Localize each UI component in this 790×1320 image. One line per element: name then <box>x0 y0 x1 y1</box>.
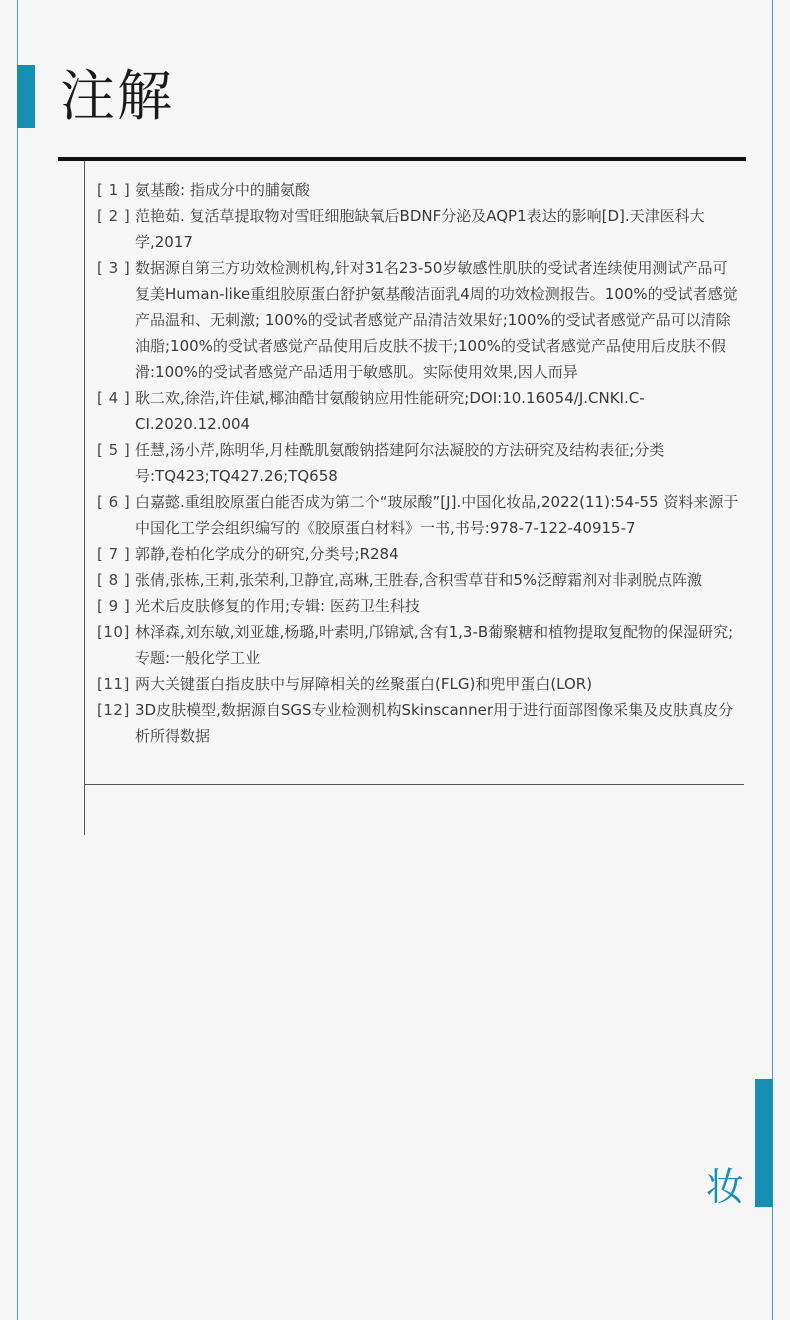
note-item-5 <box>97 437 742 489</box>
notes-list <box>97 177 742 749</box>
note-text: 耿二欢,徐浩,许佳斌,椰油酷甘氨酸钠应用性能研究;DOI:10.16054/J.CNKI.C-CI.2020.12.004 <box>135 389 645 433</box>
page-title: 注解 <box>60 64 175 128</box>
note-item-10 <box>97 619 742 671</box>
note-number: [ 1 ] <box>97 181 131 199</box>
note-number: [ 9 ] <box>97 597 131 615</box>
content-bottom-line <box>84 784 744 785</box>
note-item-1 <box>97 177 742 203</box>
content-vertical-line <box>84 161 85 835</box>
side-character: 妆 <box>706 1165 745 1209</box>
note-text: 白嘉懿.重组胶原蛋白能否成为第二个“玻尿酸”[J].中国化妆品,2022(11):54-55 资料来源于中国化工学会组织编写的《胶原蛋白材料》一书,书号:978-7-122-40915-7 <box>135 493 739 537</box>
note-item-4 <box>97 385 742 437</box>
note-number: [11] <box>97 675 130 693</box>
note-text: 范艳茹. 复活草提取物对雪旺细胞缺氧后BDNF分泌及AQP1表达的影响[D].天津医科大学,2017 <box>135 207 705 251</box>
note-number: [ 6 ] <box>97 493 131 511</box>
note-item-3 <box>97 255 742 385</box>
note-number: [ 8 ] <box>97 571 131 589</box>
title-underline-rule <box>58 157 746 161</box>
left-frame-line <box>17 0 18 1320</box>
note-text: 3D皮肤模型,数据源自SGS专业检测机构Skinscanner用于进行面部图像采集及皮肤真皮分析所得数据 <box>135 701 734 745</box>
note-item-8 <box>97 567 742 593</box>
note-item-9 <box>97 593 742 619</box>
note-item-2 <box>97 203 742 255</box>
note-text: 张倩,张栋,王莉,张荣利,卫静宜,高琳,王胜春,含积雪草苷和5%泛醇霜剂对非剥脱点阵激 <box>135 571 703 589</box>
note-number: [ 7 ] <box>97 545 131 563</box>
note-text: 数据源自第三方功效检测机构,针对31名23-50岁敏感性肌肤的受试者连续使用测试产品可复美Human-like重组胶原蛋白舒护氨基酸洁面乳4周的功效检测报告。100%的受试者感觉产品温和、无刺激; 100%的受试者感觉产品清洁效果好;100%的受试者感觉产品可以清除油脂;100%的受试者感觉产品使用后皮肤不拔干;100%的受试者感觉产品使用后皮肤不假滑:100%的受试者感觉产品适用于敏感肌。实际使用效果,因人而异 <box>135 259 738 381</box>
note-number: [ 5 ] <box>97 441 131 459</box>
note-text: 郭静,卷柏化学成分的研究,分类号;R284 <box>135 545 399 563</box>
note-item-12 <box>97 697 742 749</box>
note-number: [ 4 ] <box>97 389 131 407</box>
note-number: [12] <box>97 701 130 719</box>
note-text: 两大关键蛋白指皮肤中与屏障相关的丝聚蛋白(FLG)和兜甲蛋白(LOR) <box>135 675 593 693</box>
title-accent-bar <box>17 65 35 128</box>
note-item-11 <box>97 671 742 697</box>
note-text: 林泽森,刘东敏,刘亚雄,杨璐,叶素明,邝锦斌,含有1,3-B葡聚糖和植物提取复配物的保湿研究;专题:一般化学工业 <box>135 623 734 667</box>
note-number: [ 3 ] <box>97 259 131 277</box>
note-text: 光术后皮肤修复的作用;专辑: 医药卫生科技 <box>135 597 420 615</box>
note-number: [10] <box>97 623 130 641</box>
note-item-6 <box>97 489 742 541</box>
note-item-7 <box>97 541 742 567</box>
note-number: [ 2 ] <box>97 207 131 225</box>
side-accent-bar <box>755 1079 773 1207</box>
note-text: 任慧,汤小芹,陈明华,月桂酰肌氨酸钠搭建阿尔法凝胶的方法研究及结构表征;分类号:TQ423;TQ427.26;TQ658 <box>135 441 665 485</box>
note-text: 氨基酸: 指成分中的脯氨酸 <box>135 181 310 199</box>
